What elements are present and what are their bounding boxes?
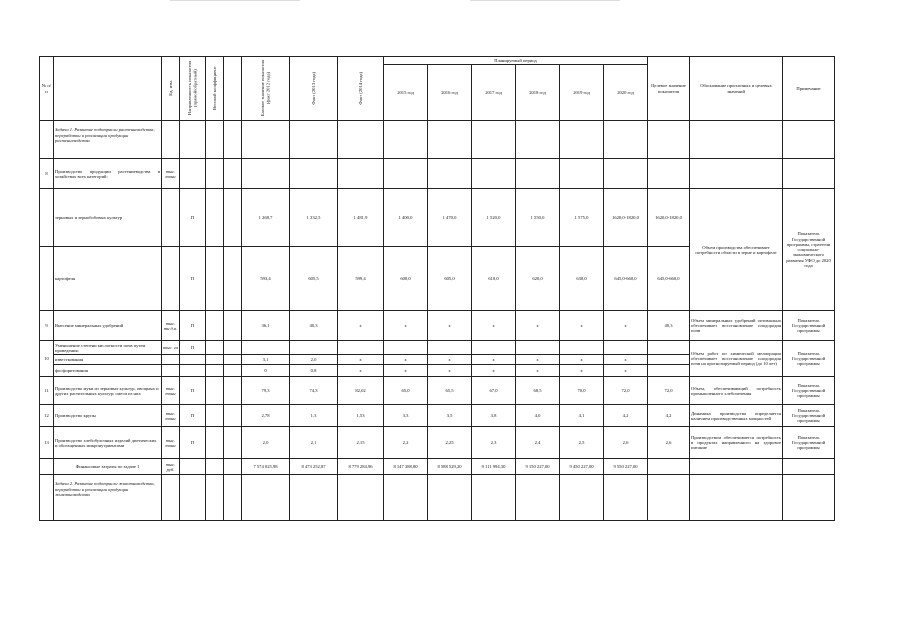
year-value: 3,8	[472, 405, 516, 427]
fact2013-value: 2,0	[290, 355, 338, 365]
year-value: х	[428, 311, 472, 341]
year-value: 9 550 227,00	[604, 459, 648, 475]
year-value: 65,0	[384, 377, 428, 405]
row-name: Производство хлебобулочных изделий диетических и обогащенных микронутриентами	[54, 427, 162, 459]
year-value: х	[604, 365, 648, 377]
fact2013-value: 40,3	[290, 311, 338, 341]
note-text: Показатель Государственной программы, стратегии социально-экономического развития УФО до 2020 года	[783, 189, 835, 311]
row-unit: тыс. руб.	[162, 459, 180, 475]
year-value: х	[472, 355, 516, 365]
year-value: 600,0	[384, 247, 428, 311]
justification-text: Динамика производства определяется наличием производственных мощностей	[690, 405, 783, 427]
year-value: х	[516, 311, 560, 341]
row-number: 12	[40, 405, 54, 427]
justification-text: Производством обеспечивается потребность в продуктах направленного на здоровое питание	[690, 427, 783, 459]
col-fact2014-header: Факт (2014 года)	[338, 57, 384, 121]
fact2014-value: х	[338, 355, 384, 365]
year-value: х	[560, 365, 604, 377]
year-value: 4,2	[604, 405, 648, 427]
direction-value: П	[180, 377, 206, 405]
fact2013-value: 605,5	[290, 247, 338, 311]
scan-edge-mark	[470, 0, 620, 1]
year-value: х	[428, 355, 472, 365]
base-value: 0	[242, 365, 290, 377]
target-value: 1620,0-1820,0	[648, 189, 690, 247]
year-value: х	[472, 365, 516, 377]
year-value: х	[516, 355, 560, 365]
year-value: 1 400,0	[384, 189, 428, 247]
base-value: 2,0	[242, 427, 290, 459]
base-value: 1 268,7	[242, 189, 290, 247]
indicators-table	[39, 56, 835, 521]
base-value: 593,4	[242, 247, 290, 311]
fact2013-value: 2,1	[290, 427, 338, 459]
year-value: 70,0	[560, 377, 604, 405]
year-value: х	[604, 311, 648, 341]
row-unit: тыс. тн д.в.	[162, 311, 180, 341]
base-value: 2,78	[242, 405, 290, 427]
row-name: зерновых и зернобобовых культур	[54, 189, 162, 247]
justification-text: Объем производства обеспечивает потребности области в зерне и картофеле	[690, 189, 783, 311]
scan-edge-mark	[170, 0, 300, 1]
base-value: 36,1	[242, 311, 290, 341]
task2-title: Задача 2. Развитие подотрасли животноводства, переработки и реализации продукции животноводства	[54, 475, 162, 521]
fact2013-value: 74,3	[290, 377, 338, 405]
year-value: 8 147 388,80	[384, 459, 428, 475]
fact2013-value: 1 332,5	[290, 189, 338, 247]
year-value: 2,6	[604, 427, 648, 459]
note-text: Показатель Государственной программы	[783, 311, 835, 341]
row-name: Производство муки из зерновых культур, овощных и других растительных культур; смеси из них	[54, 377, 162, 405]
note-text: Показатель Государственной программы	[783, 341, 835, 377]
year-value: 2,25	[428, 427, 472, 459]
year-value: 9 111 994,30	[472, 459, 516, 475]
fact2014-value: 2,15	[338, 427, 384, 459]
row-name: фосфоритования	[54, 365, 162, 377]
col-note-header: Примечание	[783, 57, 835, 121]
direction-value: П	[180, 341, 206, 355]
direction-value: П	[180, 189, 206, 247]
year-value: х	[384, 355, 428, 365]
fact2014-value: 8 779 284,96	[338, 459, 384, 475]
row-name: Уменьшение степени кислотности почв путем проведения:	[54, 341, 162, 355]
direction-value: П	[180, 405, 206, 427]
year-header: 2015 год	[384, 65, 428, 121]
row-name: картофеля	[54, 247, 162, 311]
year-value: 8 588 529,20	[428, 459, 472, 475]
year-value: 4,1	[560, 405, 604, 427]
note-text: Показатель Государственной программы	[783, 377, 835, 405]
fact2014-value: 1 481,9	[338, 189, 384, 247]
justification-text: Объем минеральных удобрений оптимально обеспечивает восстановление плодородия почв	[690, 311, 783, 341]
year-header: 2017 год	[472, 65, 516, 121]
col-fact2013-header: Факт (2013 года)	[290, 57, 338, 121]
row-name: Производство продукции растениеводства в хозяйствах всех категорий:	[54, 159, 162, 189]
year-header: 2020 год	[604, 65, 648, 121]
base-value: 7 574 025,98	[242, 459, 290, 475]
target-value: 40,3	[648, 311, 690, 341]
year-value: х	[516, 365, 560, 377]
year-value: 1620,0-1820,0	[604, 189, 648, 247]
year-header: 2019 год	[560, 65, 604, 121]
direction-value: П	[180, 311, 206, 341]
row-unit: тыс. тонн	[162, 405, 180, 427]
col-target-header: Целевое значение показателя	[648, 57, 690, 121]
year-value: х	[604, 355, 648, 365]
justification-text: Объем работ по химической мелиорации обеспечивает восстановление плодородия почв на прогнозируемый период (до 10 лет)	[690, 341, 783, 377]
task1-title: Задача 1. Развитие подотрасли растениеводства, переработки и реализации продукции растениеводства	[54, 121, 162, 159]
row-unit: тыс. тонн	[162, 159, 180, 189]
year-value: х	[384, 365, 428, 377]
year-value: 630,0	[560, 247, 604, 311]
year-value: х	[384, 311, 428, 341]
year-value: 4,0	[516, 405, 560, 427]
fact2014-value: 1,53	[338, 405, 384, 427]
year-value: 67,0	[472, 377, 516, 405]
fact2014-value: х	[338, 311, 384, 341]
year-header: 2016 год	[428, 65, 472, 121]
fact2013-value: 1,3	[290, 405, 338, 427]
col-empty-header	[224, 57, 242, 121]
year-value: 2,2	[384, 427, 428, 459]
year-value: 9 450 227,00	[560, 459, 604, 475]
fact2013-value: 8 473 252,87	[290, 459, 338, 475]
col-base-header: Базовое значение показателя (факт 2012 года)	[242, 57, 290, 121]
fact2014-value: х	[338, 365, 384, 377]
year-value: 1 520,0	[472, 189, 516, 247]
year-value: 610,0	[472, 247, 516, 311]
year-value: х	[472, 311, 516, 341]
year-value: 605,0	[428, 247, 472, 311]
target-value: 645,0-660,0	[648, 247, 690, 311]
planned-period-header: Планируемый период	[384, 57, 648, 65]
year-value: 1 550,0	[516, 189, 560, 247]
target-value: 72,0	[648, 377, 690, 405]
row-number: 9	[40, 311, 54, 341]
fact2014-value: 82,02	[338, 377, 384, 405]
fact2014-value: 599,4	[338, 247, 384, 311]
row-number: 13	[40, 427, 54, 459]
row-unit: тыс. тонн	[162, 427, 180, 459]
year-value: х	[428, 365, 472, 377]
col-num-header: № п/п	[40, 57, 54, 121]
year-value: 65,5	[428, 377, 472, 405]
year-value: х	[560, 311, 604, 341]
row-name: известкования	[54, 355, 162, 365]
row-name: Внесение минеральных удобрений	[54, 311, 162, 341]
year-value: 2,3	[472, 427, 516, 459]
year-value: 1 575,0	[560, 189, 604, 247]
fact2013-value: 0,8	[290, 365, 338, 377]
col-weight-header: Весовой коэффициент	[206, 57, 224, 121]
year-value: 68,5	[516, 377, 560, 405]
row-unit: тыс. тонн	[162, 377, 180, 405]
year-value: 3,5	[428, 405, 472, 427]
direction-value: П	[180, 427, 206, 459]
col-justification-header: Обоснование прогнозных и целевых значений	[690, 57, 783, 121]
justification-text: Объем, обеспечивающий потребность промышленного хлебопечения	[690, 377, 783, 405]
year-value: 620,0	[516, 247, 560, 311]
col-name-header	[54, 57, 162, 121]
col-unit-header: Ед. изм.	[162, 57, 180, 121]
year-value: 1 470,0	[428, 189, 472, 247]
row-name: Производство крупы	[54, 405, 162, 427]
row-number: 10	[40, 341, 54, 377]
year-value: 3,3	[384, 405, 428, 427]
target-value: 4,2	[648, 405, 690, 427]
note-text: Показатель Государственной программы	[783, 405, 835, 427]
base-value: 3,1	[242, 355, 290, 365]
base-value: 79,3	[242, 377, 290, 405]
year-value: 645,0-660,0	[604, 247, 648, 311]
direction-value: П	[180, 247, 206, 311]
row-number: 11	[40, 377, 54, 405]
year-value: 2,5	[560, 427, 604, 459]
note-text: Показатель Государственной программы	[783, 427, 835, 459]
row-unit: тыс. га	[162, 341, 180, 355]
target-value: 2,6	[648, 427, 690, 459]
year-header: 2018 год	[516, 65, 560, 121]
col-direction-header: Направленность показателя (прямой/обратный)	[180, 57, 206, 121]
year-value: х	[560, 355, 604, 365]
year-value: 9 150 227,00	[516, 459, 560, 475]
year-value: 2,4	[516, 427, 560, 459]
year-value: 72,0	[604, 377, 648, 405]
row-name: Финансовые затраты по задаче 1	[54, 459, 162, 475]
row-number: 8	[40, 159, 54, 189]
